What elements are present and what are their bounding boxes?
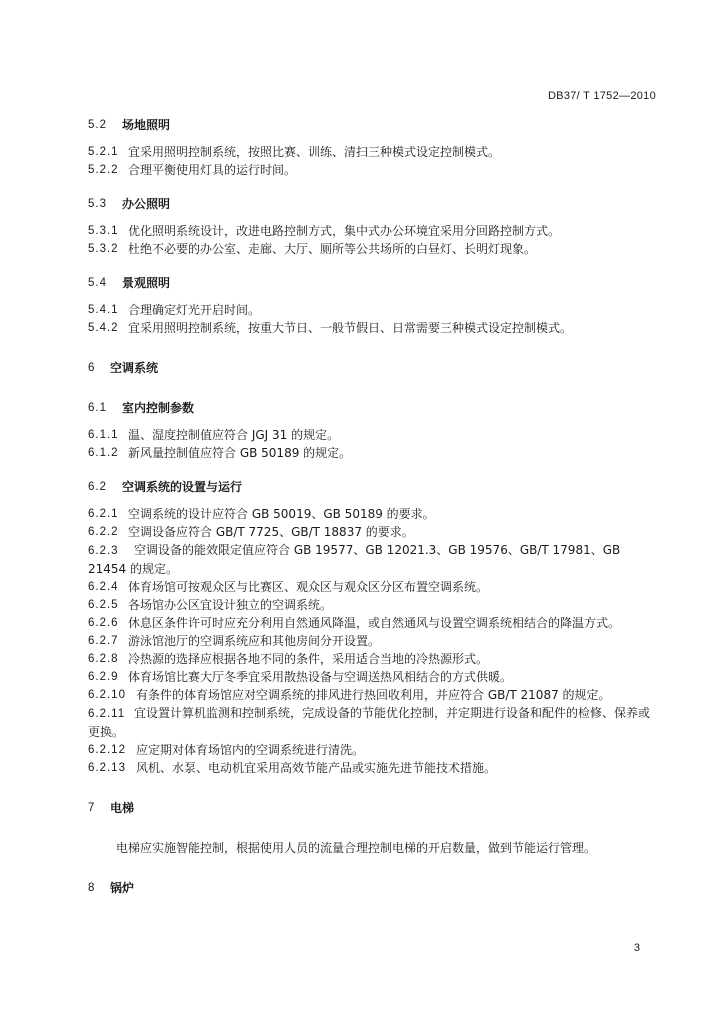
section-number: 6.1 xyxy=(88,402,107,414)
clause-5-3-2 xyxy=(88,240,658,258)
clause-number: 6.2.9 xyxy=(88,671,119,683)
clause-text: 各场馆办公区宜设计独立的空调系统。 xyxy=(128,598,333,612)
clause-text: 体育场馆可按观众区与比赛区、观众区与观众区分区布置空调系统。 xyxy=(128,580,489,594)
clause-number: 6.2.6 xyxy=(88,617,119,629)
section-heading-5-2 xyxy=(88,116,658,134)
section-heading-5-3 xyxy=(88,195,658,213)
clause-text: 休息区条件许可时应充分利用自然通风降温，或自然通风与设置空调系统相结合的降温方式。 xyxy=(128,616,621,630)
clause-6-2-1 xyxy=(88,505,658,523)
section-title: 空调系统的设置与运行 xyxy=(122,480,243,494)
section-number: 5.2 xyxy=(88,119,107,131)
chapter-title: 电梯 xyxy=(110,801,135,815)
section-number: 5.4 xyxy=(88,277,107,289)
elevator-paragraph: 电梯应实施智能控制，根据使用人员的流量合理控制电梯的开启数量，做到节能运行管理。 xyxy=(116,841,597,855)
clause-number: 5.3.2 xyxy=(88,243,119,255)
chapter-heading-6 xyxy=(88,359,658,377)
clause-number: 6.2.12 xyxy=(88,744,126,756)
clause-5-3-1 xyxy=(88,222,658,240)
clause-number: 5.2.1 xyxy=(88,146,119,158)
section-number: 5.3 xyxy=(88,198,107,210)
clause-number: 6.2.11 xyxy=(88,708,126,720)
clause-6-2-10 xyxy=(88,686,658,704)
clause-number: 6.2.8 xyxy=(88,653,119,665)
section-heading-6-1 xyxy=(88,399,658,417)
section-number: 6.2 xyxy=(88,481,107,493)
section-heading-5-4 xyxy=(88,274,658,292)
clause-6-2-13 xyxy=(88,759,658,777)
clause-text: 空调设备应符合 GB/T 7725、GB/T 18837 的要求。 xyxy=(128,525,414,539)
clause-text: 空调设备的能效限定值应符合 GB 19577、GB 12021.3、GB 19576、GB/T 17981、GB 21454 的规定。 xyxy=(88,543,621,576)
document-body xyxy=(88,116,658,897)
clause-text: 宜采用照明控制系统，按重大节日、一般节假日、日常需要三种模式设定控制模式。 xyxy=(128,321,573,335)
page-number: 3 xyxy=(633,942,640,954)
clause-6-2-4 xyxy=(88,578,658,596)
clause-text: 风机、水泵、电动机宜采用高效节能产品或实施先进节能技术措施。 xyxy=(136,761,497,775)
clause-number: 5.3.1 xyxy=(88,225,119,237)
clause-6-2-8 xyxy=(88,650,658,668)
clause-text: 空调系统的设计应符合 GB 50019、GB 50189 的要求。 xyxy=(128,507,435,521)
chapter-title: 空调系统 xyxy=(110,361,159,375)
section-title: 景观照明 xyxy=(122,276,171,290)
chapter-title: 锅炉 xyxy=(110,881,135,895)
clause-text: 合理确定灯光开启时间。 xyxy=(128,303,261,317)
clause-5-4-2 xyxy=(88,319,658,337)
clause-number: 6.1.2 xyxy=(88,447,119,459)
clause-6-1-2 xyxy=(88,444,658,462)
clause-number: 6.2.3 xyxy=(88,545,119,557)
clause-6-2-11 xyxy=(88,704,658,741)
clause-text: 宜采用照明控制系统，按照比赛、训练、清扫三种模式设定控制模式。 xyxy=(128,145,501,159)
clause-number: 6.2.2 xyxy=(88,526,119,538)
clause-6-2-6 xyxy=(88,614,658,632)
clause-6-2-7 xyxy=(88,632,658,650)
clause-5-4-1 xyxy=(88,301,658,319)
clause-text: 新风量控制值应符合 GB 50189 的规定。 xyxy=(128,446,352,460)
clause-5-2-1 xyxy=(88,143,658,161)
clause-5-2-2 xyxy=(88,161,658,179)
document-code: DB37/ T 1752—2010 xyxy=(547,90,656,102)
section-title: 场地照明 xyxy=(122,118,171,132)
clause-text: 冷热源的选择应根据各地不同的条件，采用适合当地的冷热源形式。 xyxy=(128,652,489,666)
clause-text: 游泳馆池厅的空调系统应和其他房间分开设置。 xyxy=(128,634,381,648)
clause-number: 5.4.1 xyxy=(88,304,119,316)
clause-number: 6.1.1 xyxy=(88,429,119,441)
clause-text: 有条件的体育场馆应对空调系统的排风进行热回收利用，并应符合 GB/T 21087 的规定。 xyxy=(136,688,611,702)
section-heading-6-2 xyxy=(88,478,658,496)
clause-number: 6.2.5 xyxy=(88,599,119,611)
clause-6-1-1 xyxy=(88,426,658,444)
clause-number: 6.2.1 xyxy=(88,508,119,520)
clause-number: 5.4.2 xyxy=(88,322,119,334)
clause-6-2-9 xyxy=(88,668,658,686)
chapter-number: 7 xyxy=(88,802,96,814)
section-title: 室内控制参数 xyxy=(122,401,195,415)
clause-text: 体育场馆比赛大厅冬季宜采用散热设备与空调送热风相结合的方式供暖。 xyxy=(128,670,513,684)
chapter-number: 6 xyxy=(88,362,96,374)
clause-text: 优化照明系统设计，改进电路控制方式，集中式办公环境宜采用分回路控制方式。 xyxy=(128,224,561,238)
clause-6-2-3 xyxy=(88,541,658,578)
clause-6-2-12 xyxy=(88,741,658,759)
chapter-heading-7 xyxy=(88,799,658,817)
clause-number: 6.2.7 xyxy=(88,635,119,647)
chapter-number: 8 xyxy=(88,882,96,894)
clause-text: 宜设置计算机监测和控制系统，完成设备的节能优化控制，并定期进行设备和配件的检修、保养或更换。 xyxy=(88,706,651,739)
clause-6-2-2 xyxy=(88,523,658,541)
clause-6-2-5 xyxy=(88,596,658,614)
chapter-heading-8 xyxy=(88,879,658,897)
clause-number: 6.2.13 xyxy=(88,762,126,774)
clause-text: 温、湿度控制值应符合 JGJ 31 的规定。 xyxy=(128,428,340,442)
clause-text: 合理平衡使用灯具的运行时间。 xyxy=(128,163,297,177)
clause-text: 应定期对体育场馆内的空调系统进行清洗。 xyxy=(136,743,365,757)
clause-number: 5.2.2 xyxy=(88,164,119,176)
clause-number: 6.2.4 xyxy=(88,581,119,593)
clause-text: 杜绝不必要的办公室、走廊、大厅、厕所等公共场所的白昼灯、长明灯现象。 xyxy=(128,242,537,256)
clause-number: 6.2.10 xyxy=(88,689,126,701)
section-title: 办公照明 xyxy=(122,197,171,211)
